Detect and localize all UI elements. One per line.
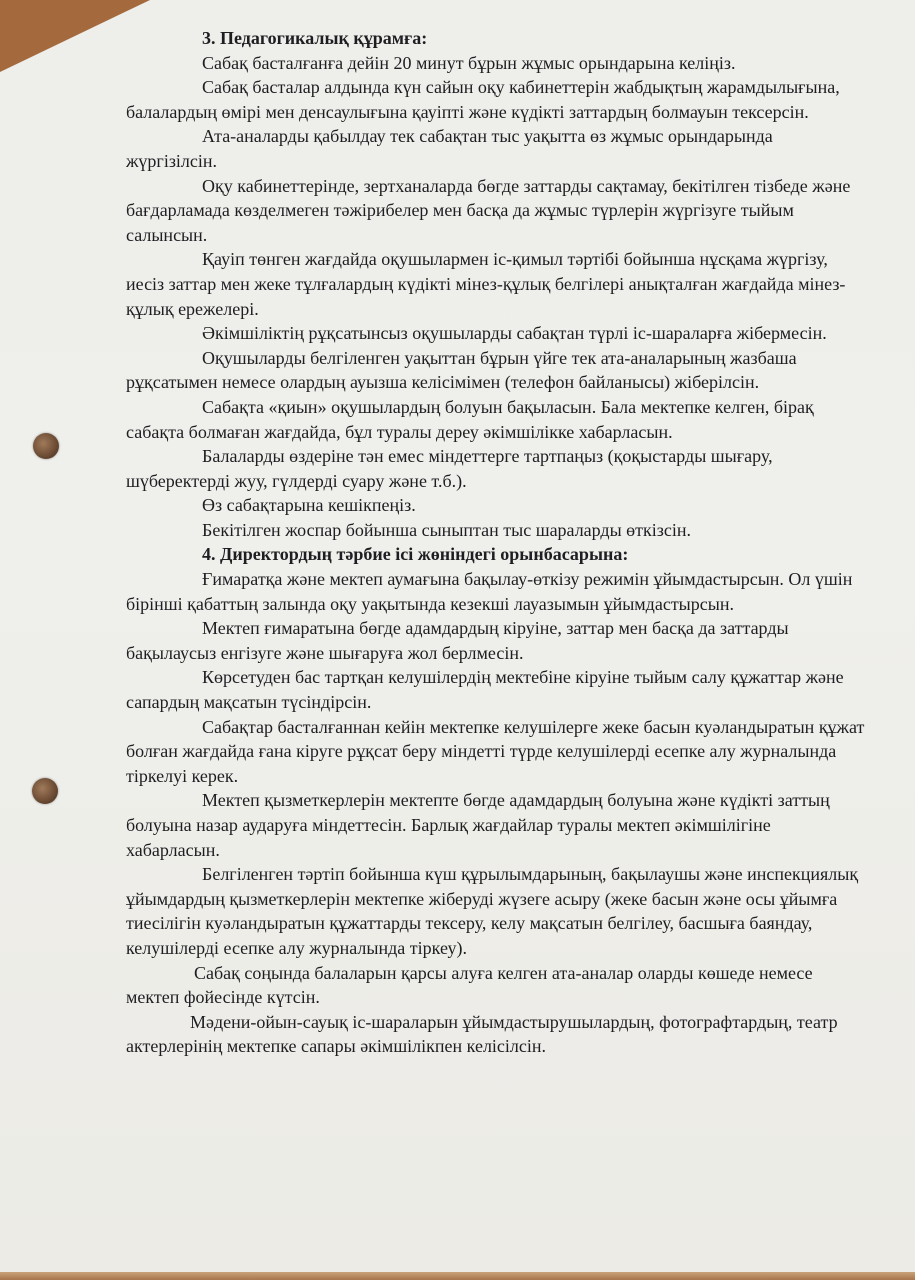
- paragraph: Әкімшіліктің рұқсатынсыз оқушыларды сабақтан түрлі іс-шараларға жібермесін.: [202, 323, 827, 344]
- document-body: [126, 26, 866, 1059]
- wooden-table-edge: [0, 1272, 915, 1280]
- punch-hole-top: [33, 433, 59, 459]
- paragraph: Ғимаратқа және мектеп аумағына бақылау-өткізу режимін ұйымдастырсын. Ол үшін бірінші қабаттың залында оқу уақытында кезекші лауазымын ұйымдастырсын.: [126, 569, 853, 614]
- paragraph: Оқушыларды белгіленген уақыттан бұрын үйге тек ата-аналарының жазбаша рұқсатымен немесе олардың ауызша келісімімен (телефон байланысы) жіберілсін.: [126, 347, 797, 393]
- paragraph: Бекітілген жоспар бойынша сыныптан тыс шараларды өткізсін.: [202, 519, 692, 540]
- paragraph: Көрсетуден бас тартқан келушілердің мектебіне кіруіне тыйым салу құжаттар және сапардың мақсатын түсіндірсін.: [126, 667, 844, 713]
- paragraph: Сабақтар басталғаннан кейін мектепке келушілерге жеке басын куәландыратын құжат болған жағдайда ғана кіруге рұқсат беру міндетті түрде келушілерді есепке алу журналында тіркелуі керек.: [126, 716, 865, 786]
- paragraph: Өз сабақтарына кешікпеңіз.: [202, 495, 416, 516]
- paragraph: Оқу кабинеттерінде, зертханаларда бөгде заттарды сақтамау, бекітілген тізбеде және бағдарламада көзделмеген тәжірибелер мен басқа да жұмыс түрлерін жүргізуге тыйым салынсын.: [126, 175, 851, 245]
- paragraph: Сабақ басталғанға дейін 20 минут бұрын жұмыс орындарына келіңіз.: [202, 52, 736, 73]
- paragraph: Мектеп ғимаратына бөгде адамдардың кіруіне, заттар мен басқа да заттарды бақылаусыз енгізуге және шығаруға жол берлмесін.: [126, 618, 789, 663]
- paragraph: Белгіленген тәртіп бойынша күш құрылымдарының, бақылаушы және инспекциялық ұйымдардың қызметкерлерін мектепке жіберуді жүзеге асыру (жеке басын және осы ұйымға тиесілігін куәландыратын құжаттарды тексеру, келу мақсатын белгілеу, басшыға баяндау, келушілерді есепке алу журналында тіркеу).: [126, 864, 859, 958]
- punch-hole-bottom: [32, 778, 58, 804]
- paragraph: Балаларды өздеріне тән емес міндеттерге тартпаңыз (қоқыстарды шығару, шүберектерді жуу, гүлдерді суару және т.б.).: [126, 446, 773, 491]
- paragraph: Сабақ басталар алдында күн сайын оқу кабинеттерін жабдықтың жарамдылығына, балалардың өмірі мен денсаулығына қауіпті және күдікті заттардың болмауын тексерсін.: [126, 77, 840, 122]
- paragraph: Мәдени-ойын-сауық іс-шараларын ұйымдастырушылардың, фотографтардың, театр актерлерінің мектепке сапары әкімшілікпен келісілсін.: [126, 1011, 838, 1057]
- section-4-heading: 4. Директордың тәрбие ісі жөніндегі орынбасарына:: [202, 544, 629, 565]
- paragraph: Қауіп төнген жағдайда оқушылармен іс-қимыл тәртібі бойынша нұсқама жүргізу, иесіз заттар мен жеке тұлғалардың күдікті мінез-құлық белгілері анықталған жағдайда мінез-құлық ережелері.: [126, 249, 846, 319]
- paragraph: Мектеп қызметкерлерін мектепте бөгде адамдардың болуына және күдікті заттың болуына назар аударуға міндеттесін. Барлық жағдайлар туралы мектеп әкімшілігіне хабарласын.: [126, 790, 830, 860]
- paragraph: Сабақта «қиын» оқушылардың болуын бақыласын. Бала мектепке келген, бірақ сабақта болмаған жағдайда, бұл туралы дереу әкімшілікке хабарласын.: [126, 396, 814, 442]
- paragraph: Сабақ соңында балаларын қарсы алуға келген ата-аналар оларды көшеде немесе мектеп фойесінде күтсін.: [126, 962, 813, 1008]
- section-3-heading: 3. Педагогикалық құрамға:: [202, 28, 428, 48]
- paragraph: Ата-аналарды қабылдау тек сабақтан тыс уақытта өз жұмыс орындарында жүргізілсін.: [126, 126, 773, 171]
